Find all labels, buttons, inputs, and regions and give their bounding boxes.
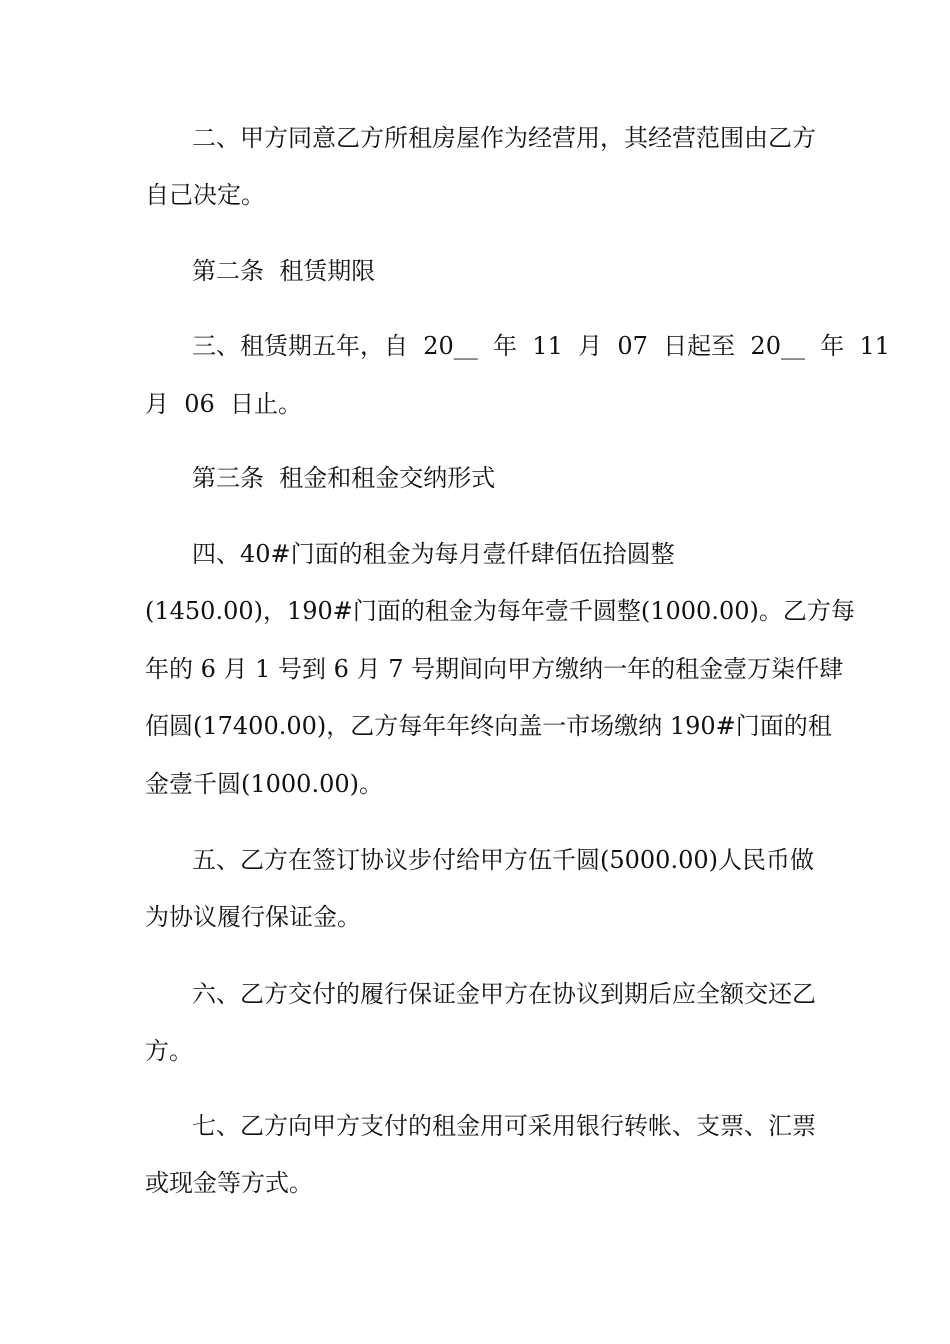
clause-2-line-1: 二、甲方同意乙方所租房屋作为经营用，其经营范围由乙方 — [192, 124, 816, 152]
clause-4-line-4: 佰圆(17400.00)，乙方每年年终向盖一市场缴纳 190#门面的租 — [145, 712, 832, 740]
clause-3-line-2: 月 06 日止。 — [145, 390, 303, 418]
clause-5-line-1: 五、乙方在签订协议步付给甲方伍千圆(5000.00)人民币做 — [192, 846, 814, 874]
clause-4-line-3: 年的 6 月 1 号到 6 月 7 号期间向甲方缴纳一年的租金壹万柒仟肆 — [145, 655, 844, 683]
clause-6-line-1: 六、乙方交付的履行保证金甲方在协议到期后应全额交还乙 — [192, 980, 816, 1008]
clause-4-line-2: (1450.00)，190#门面的租金为每年壹千圆整(1000.00)。乙方每 — [145, 597, 855, 625]
clause-7-line-2: 或现金等方式。 — [145, 1169, 313, 1197]
article-3-heading: 第三条 租金和租金交纳形式 — [192, 464, 496, 492]
clause-5-line-2: 为协议履行保证金。 — [145, 903, 361, 931]
clause-2-line-2: 自己决定。 — [145, 181, 265, 209]
clause-3-line-1: 三、租赁期五年，自 20__ 年 11 月 07 日起至 20__ 年 11 — [192, 332, 891, 360]
clause-6-line-2: 方。 — [145, 1037, 193, 1065]
article-2-heading: 第二条 租赁期限 — [192, 257, 376, 285]
clause-4-line-1: 四、40#门面的租金为每月壹仟肆佰伍拾圆整 — [192, 540, 675, 568]
clause-7-line-1: 七、乙方向甲方支付的租金用可采用银行转帐、支票、汇票 — [192, 1112, 816, 1140]
clause-4-line-5: 金壹千圆(1000.00)。 — [145, 770, 383, 798]
